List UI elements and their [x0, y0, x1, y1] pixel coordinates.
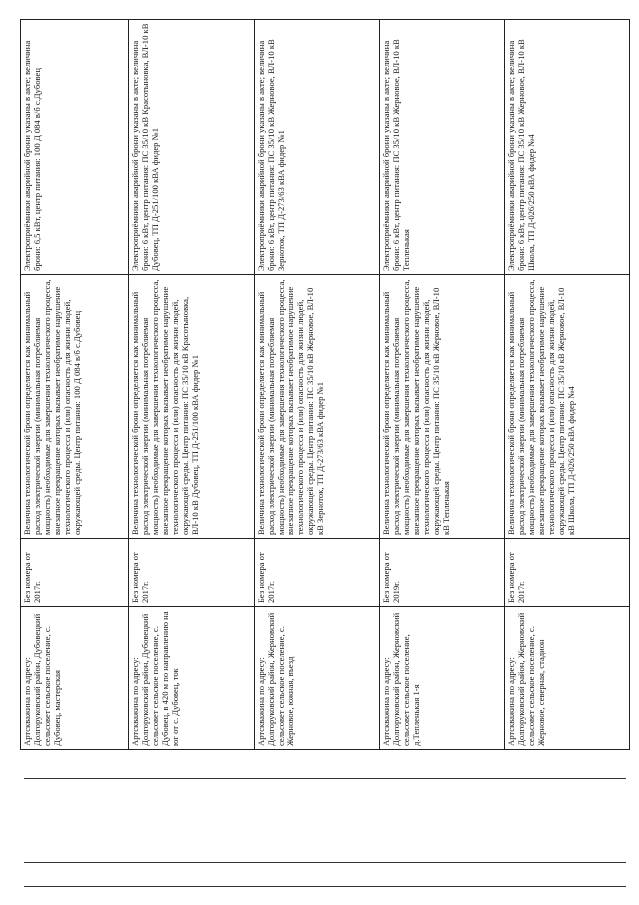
location-cell: Артскважина по адресу: Долгоруковский район, Жерновский сельсовет сельское поселение, с. Жерновое, южная, въезд	[254, 607, 379, 750]
tech-reserve-cell: Величина технологической брони определяется как минимальный расход электрической энергии (минимальная потребляемая мощность) необходимые для завершения технологического процесса, внезапное прекращение которых вызывает необратимое нарушение технологического процесса и (или) опасность для жизни людей, окружающей среды. Центр питания: ПС 35/10 кВ Жерновое, ВЛ-10 кВ Зерноток, ТП Д-273/63 кВА фидер №1	[254, 275, 379, 539]
tech-reserve-cell: Величина технологической брони определяется как минимальный расход электрической энергии (минимальная потребляемая мощность) необходимые для завершения технологического процесса, внезапное прекращение которых вызывает необратимое нарушение технологического процесса и (или) опасность для жизни людей, окружающей среды. Центр питания: 100 Д 084 в/б с.Дубовец	[21, 275, 129, 539]
tech-reserve-cell: Величина технологической брони определяется как минимальный расход электрической энергии (минимальная потребляемая мощность) необходимые для завершения технологического процесса, внезапное прекращение которых вызывает необратимое нарушение технологического процесса и (или) опасность для жизни людей, окружающей среды. Центр питания: ПС 35/10 кВ Жерновое, ВЛ-10 кВ Тепленькая	[379, 275, 504, 539]
table-rule	[24, 778, 626, 779]
tech-reserve-cell: Величина технологической брони определяется как минимальный расход электрической энергии (минимальная потребляемая мощность) необходимые для завершения технологического процесса, внезапное прекращение которых вызывает необратимое нарушение технологического процесса и (или) опасность для жизни людей, окружающей среды. Центр питания: ПС 35/10 кВ Красотыновка, ВЛ-10 кВ Дубовец, ТП Д-251/100 кВА фидер №1	[129, 275, 254, 539]
date-cell: Без номера от 2017г.	[129, 539, 254, 607]
emergency-reserve-cell: Электроприёмники аварийной брони указаны в акте; величина брони: 6,5 кВт, центр питания: 100 Д 084 в/б с.Дубовец	[21, 20, 129, 275]
emergency-reserve-cell: Электроприёмники аварийной брони указаны в акте; величина брони: 6 кВт, центр питания: ПС 35/10 кВ Жерновое, ВЛ-10 кВ Тепленькая	[379, 20, 504, 275]
table-row	[254, 20, 379, 750]
date-cell: Без номера от 2017г.	[21, 539, 129, 607]
rotated-table-page	[20, 20, 630, 750]
emergency-reserve-cell: Электроприёмники аварийной брони указаны в акте; величина брони: 6 кВт, центр питания: ПС 35/10 кВ Жерновое, ВЛ-10 кВ Школа, ТП Д-026/250 кВА фидер №4	[504, 20, 629, 275]
tech-reserve-cell: Величина технологической брони определяется как минимальный расход электрической энергии (минимальная потребляемая мощность) необходимые для завершения технологического процесса, внезапное прекращение которых вызывает необратимое нарушение технологического процесса и (или) опасность для жизни людей, окружающей среды. Центр питания: ПС 35/10 кВ Жерновое, ВЛ-10 кВ Школа, ТП Д-026/250 кВА фидер №4	[504, 275, 629, 539]
location-cell: Артскважина по адресу: Долгоруковский район, Жерновский сельсовет сельское поселение, д.Тепленькая 1-я	[379, 607, 504, 750]
table-row	[21, 20, 129, 750]
date-cell: Без номера от 2019г.	[379, 539, 504, 607]
table-row	[379, 20, 504, 750]
location-cell: Артскважина по адресу: Долгоруковский район, Жерновский сельсовет сельское поселение, с. Жерновое, северная, стадион	[504, 607, 629, 750]
location-cell: Артскважина по адресу: Долгоруковский район, Дубовецкий сельсовет сельское поселение, с. Дубовец, мастерская	[21, 607, 129, 750]
table-row	[129, 20, 254, 750]
emergency-reserve-cell: Электроприёмники аварийной брони указаны в акте; величина брони: 6 кВт, центр питания: ПС 35/10 кВ Жерновое, ВЛ-10 кВ Зерноток, ТП Д-273/63 кВА фидер №1	[254, 20, 379, 275]
location-cell: Артскважина по адресу: Долгоруковский район, Дубовецкий сельсовет сельское поселение, с. Дубовец, в 420 м по направлению на юг от с. Дубовец, ток	[129, 607, 254, 750]
table-row	[504, 20, 629, 750]
reservation-table	[20, 19, 630, 750]
date-cell: Без номера от 2017г.	[254, 539, 379, 607]
table-rule	[24, 886, 626, 887]
emergency-reserve-cell: Электроприёмники аварийной брони указаны в акте; величина брони: 6 кВт, центр питания: ПС 35/10 кВ Красотыновка, ВЛ-10 кВ Дубовец, ТП Д-251/100 кВА фидер №1	[129, 20, 254, 275]
date-cell: Без номера от 2017г.	[504, 539, 629, 607]
table-rule	[24, 862, 626, 863]
